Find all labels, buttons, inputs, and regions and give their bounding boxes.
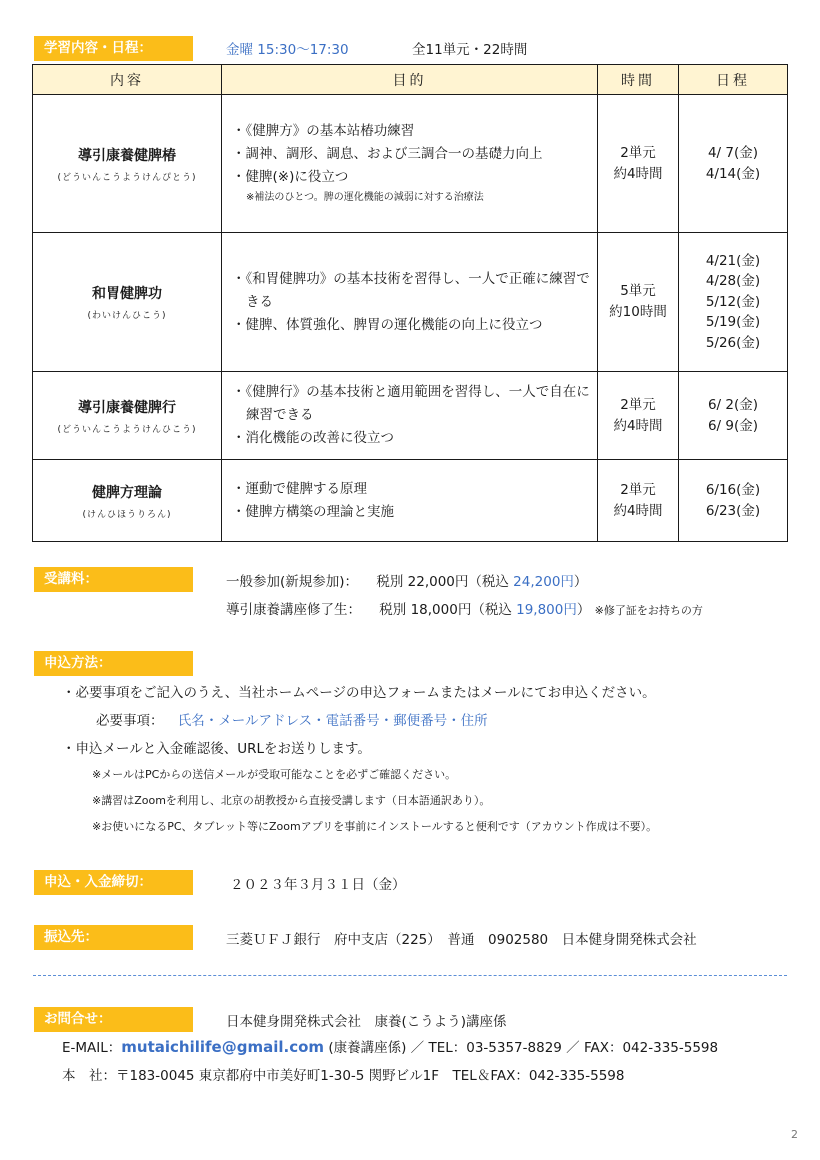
course-purpose-cell	[222, 460, 598, 542]
course-purpose-cell	[222, 372, 598, 460]
course-reading: (わいけんひこう)	[87, 311, 167, 321]
header-content: 内容	[33, 65, 222, 95]
course-date: 5/19(金)	[705, 314, 761, 331]
course-date: 6/23(金)	[705, 502, 761, 519]
table-row	[33, 460, 788, 542]
section-tag-deadline: 申込・入金締切：	[34, 870, 193, 895]
course-date: 4/14(金)	[705, 165, 761, 182]
purpose-item: ・運動で健脾する原理	[232, 480, 367, 497]
purpose-item: ・健脾、体質強化、脾胃の運化機能の向上に役立つ	[232, 316, 543, 333]
apply-line-form: ・必要事項をご記入のうえ、当社ホームページの申込フォームまたはメールにてお申込ください。	[62, 685, 656, 701]
course-units: 2単元	[620, 396, 656, 413]
course-title-cell	[33, 460, 222, 542]
fee-close-paren: ）	[573, 574, 588, 590]
apply-note: ※メールはPCからの送信メールが受取可能なことを必ずご確認ください。	[92, 768, 457, 781]
apply-required-label: 必要事項：	[96, 713, 164, 729]
page-number: 2	[791, 1128, 798, 1141]
contact-company: 日本健身開発株式会社 康養(こうよう)講座係	[226, 1014, 507, 1030]
course-dates-cell	[679, 233, 788, 372]
section-tag-fee: 受講料：	[34, 567, 193, 592]
course-date: 6/ 9(金)	[707, 417, 759, 434]
schedule-summary: 全11単元・22時間	[412, 42, 528, 58]
course-date: 4/21(金)	[705, 252, 761, 269]
course-date: 5/12(金)	[705, 293, 761, 310]
course-title-cell	[33, 233, 222, 372]
contact-hq-label: 本 社：	[62, 1068, 116, 1084]
purpose-item: ・消化機能の改善に役立つ	[232, 430, 394, 446]
section-divider	[33, 975, 787, 976]
purpose-item: ・調神、調形、調息、および三調合一の基礎力向上	[232, 146, 543, 162]
course-units: 2単元	[620, 144, 656, 161]
table-row	[33, 233, 788, 372]
purpose-item: ・健脾(※)に役立つ	[232, 169, 349, 185]
course-hours: 約4時間	[613, 417, 663, 434]
contact-email-rest: (康養講座係) ／ TEL：03-5357-8829 ／ FAX：042-335-5598	[328, 1040, 719, 1056]
course-reading: (どういんこうようけんぴとう)	[57, 172, 197, 183]
course-dates-cell	[679, 95, 788, 233]
table-row	[33, 95, 788, 233]
apply-required-items: 氏名・メールアドレス・電話番号・郵便番号・住所	[177, 713, 488, 729]
course-title-cell	[33, 372, 222, 460]
fee-grad-row	[226, 598, 703, 618]
course-time-cell	[598, 460, 679, 542]
table-row	[33, 372, 788, 460]
course-units: 2単元	[620, 481, 656, 498]
course-reading: (どういんこうようけんひこう)	[57, 424, 197, 435]
header-time: 時間	[598, 65, 679, 95]
course-units: 5単元	[620, 283, 656, 299]
purpose-item: ・《健脾方》の基本站椿功練習	[232, 123, 415, 139]
fee-grad-price: 税別 18,000円（税込	[379, 602, 512, 618]
course-name: 和胃健脾功	[92, 286, 162, 302]
apply-note: ※講習はZoomを利用し、北京の胡教授から直接受講します（日本語通訳あり）。	[92, 794, 491, 807]
fee-grad-note: ※修了証をお持ちの方	[594, 604, 703, 617]
section-tag-apply: 申込方法：	[34, 651, 193, 676]
fee-close-paren: ）	[576, 602, 591, 618]
course-time-cell	[598, 372, 679, 460]
contact-email-label: E-MAIL：	[62, 1040, 122, 1056]
table-header-row	[33, 65, 788, 95]
fee-general-price: 税別 22,000円（税込	[376, 574, 509, 590]
course-name: 健脾方理論	[92, 484, 162, 501]
apply-line-url: ・申込メールと入金確認後、URLをお送りします。	[62, 741, 371, 757]
course-date: 4/28(金)	[705, 273, 761, 290]
contact-email-link[interactable]: mutaichilife@gmail.com	[121, 1038, 325, 1056]
course-dates-cell	[679, 372, 788, 460]
header-dates: 日程	[679, 65, 788, 95]
purpose-item: ・《和胃健脾功》の基本技術を習得し、一人で正確に練習できる	[232, 270, 590, 310]
schedule-table	[32, 64, 788, 542]
course-name: 導引康養健脾行	[78, 399, 176, 416]
bank-value: 三菱ＵＦＪ銀行 府中支店（225） 普通 0902580 日本健身開発株式会社	[226, 932, 697, 948]
section-tag-contact: お問合せ：	[34, 1007, 193, 1032]
fee-grad-taxed: 19,800円	[516, 602, 577, 618]
purpose-item: ・《健脾行》の基本技術と適用範囲を習得し、一人で自在に練習できる	[232, 384, 590, 423]
contact-hq-row	[62, 1064, 624, 1084]
fee-general-label: 一般参加(新規参加)：	[226, 574, 359, 590]
apply-note: ※お使いになるPC、タブレット等にZoomアプリを事前にインストールすると便利です（アカウント作成は不要）。	[92, 820, 658, 833]
course-purpose-cell	[222, 95, 598, 233]
fee-general-taxed: 24,200円	[513, 574, 574, 590]
course-purpose-cell	[222, 233, 598, 372]
course-reading: (けんひほうりろん)	[82, 509, 172, 520]
schedule-day-time: 金曜 15:30〜17:30	[226, 42, 349, 58]
course-date: 5/26(金)	[705, 334, 761, 351]
course-hours: 約10時間	[609, 304, 667, 320]
course-hours: 約4時間	[613, 502, 663, 519]
course-dates-cell	[679, 460, 788, 542]
purpose-note: ※補法のひとつ。脾の運化機能の減弱に対する治療法	[246, 192, 484, 203]
contact-email-row	[62, 1036, 718, 1056]
course-time-cell	[598, 233, 679, 372]
course-date: 6/ 2(金)	[707, 397, 759, 413]
apply-required-row	[96, 709, 488, 729]
fee-general-row	[226, 570, 587, 590]
course-hours: 約4時間	[613, 165, 663, 182]
course-date: 4/ 7(金)	[707, 145, 759, 161]
header-purpose: 目的	[222, 65, 598, 95]
contact-hq-address: 〒183-0045 東京都府中市美好町1-30-5 関野ビル1F TEL＆FAX：042-335-5598	[116, 1068, 625, 1084]
course-time-cell	[598, 95, 679, 233]
course-title-cell	[33, 95, 222, 233]
section-tag-schedule: 学習内容・日程：	[34, 36, 193, 61]
deadline-value: ２０２３年３月３１日（金）	[230, 877, 406, 893]
purpose-item: ・健脾方構築の理論と実施	[232, 503, 394, 520]
course-name: 導引康養健脾椿	[78, 147, 176, 164]
section-tag-bank: 振込先：	[34, 925, 193, 950]
course-date: 6/16(金)	[705, 482, 761, 498]
fee-grad-label: 導引康養講座修了生：	[226, 602, 361, 618]
